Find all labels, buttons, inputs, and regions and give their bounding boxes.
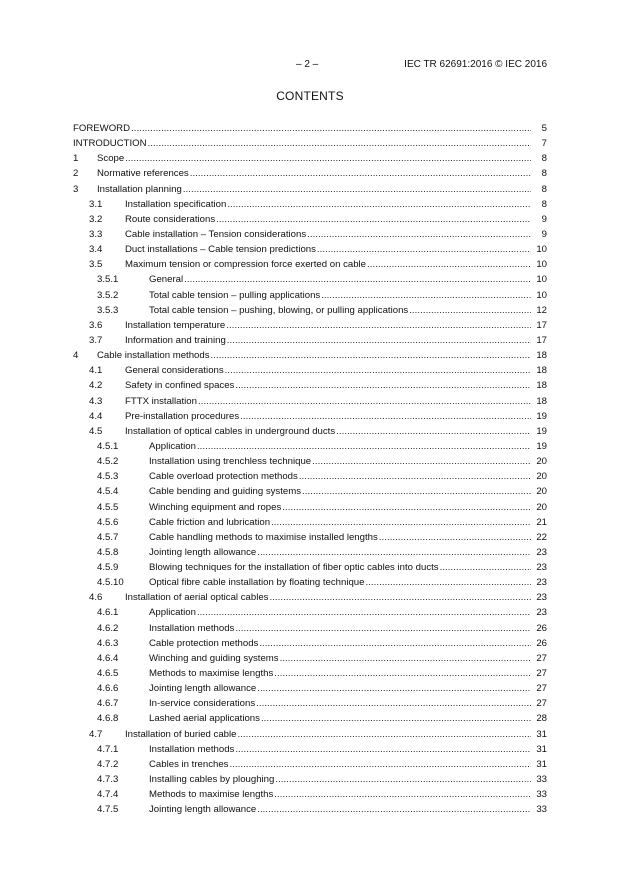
dot-leader: [211, 348, 546, 363]
toc-entry[interactable]: [0, 681, 620, 696]
toc-entry-number: 4.5.5: [97, 501, 119, 513]
toc-entry[interactable]: [0, 348, 620, 363]
toc-entry[interactable]: [0, 454, 620, 469]
toc-entry-title: Jointing length allowance: [149, 546, 257, 558]
dot-leader: [256, 696, 546, 711]
dot-leader: [190, 166, 546, 181]
toc-entry-title: Methods to maximise lengths: [149, 668, 274, 680]
dot-leader: [225, 363, 546, 378]
toc-entry-page: 31: [531, 727, 547, 742]
toc-entry-page: 19: [531, 409, 547, 424]
toc-entry-number: 4.6.7: [97, 698, 119, 710]
toc-entry-number: 4.1: [89, 365, 103, 377]
toc-entry-title: Methods to maximise lengths: [149, 789, 274, 801]
toc-entry-number: 4.6.4: [97, 652, 119, 664]
toc-entry[interactable]: [0, 590, 620, 605]
toc-entry-page: 33: [531, 802, 547, 817]
toc-entry-page: 27: [531, 651, 547, 666]
toc-entry-page: 10: [531, 242, 547, 257]
dot-leader: [274, 787, 546, 802]
dot-leader: [198, 394, 546, 409]
dot-leader: [240, 409, 546, 424]
dot-leader: [365, 575, 546, 590]
toc-entry-page: 10: [531, 272, 547, 287]
toc-entry-number: 4.5.10: [97, 577, 124, 589]
toc-entry-number: 4.7.1: [97, 743, 119, 755]
dot-leader: [275, 772, 546, 787]
toc-entry-page: 5: [531, 121, 547, 136]
dot-leader: [235, 742, 546, 757]
toc-entry-title: Installation methods: [149, 622, 235, 634]
toc-entry-page: 7: [531, 136, 547, 151]
toc-entry-title: Installation of buried cable: [125, 728, 237, 740]
toc-entry-number: 3.5.1: [97, 274, 119, 286]
toc-entry[interactable]: [0, 409, 620, 424]
toc-entry-title: Jointing length allowance: [149, 683, 257, 695]
toc-entry-title: Normative references: [97, 168, 189, 180]
toc-entry-title: General considerations: [125, 365, 224, 377]
dot-leader: [280, 651, 546, 666]
toc-entry-title: Installation methods: [149, 743, 235, 755]
toc-entry[interactable]: [0, 469, 620, 484]
toc-entry[interactable]: [0, 711, 620, 726]
toc-entry[interactable]: [0, 439, 620, 454]
toc-entry-page: 10: [531, 257, 547, 272]
dot-leader: [271, 515, 546, 530]
toc-entry[interactable]: [0, 197, 620, 212]
toc-entry-page: 23: [531, 590, 547, 605]
toc-entry[interactable]: [0, 318, 620, 333]
toc-entry[interactable]: [0, 757, 620, 772]
toc-entry-page: 23: [531, 560, 547, 575]
toc-entry[interactable]: [0, 621, 620, 636]
toc-entry-page: 8: [531, 151, 547, 166]
toc-entry-page: 19: [531, 424, 547, 439]
toc-entry-title: Cable protection methods: [149, 637, 259, 649]
toc-entry-number: 4.4: [89, 410, 103, 422]
toc-entry[interactable]: [0, 560, 620, 575]
toc-entry[interactable]: [0, 182, 620, 197]
toc-entry-page: 12: [531, 303, 547, 318]
toc-entry[interactable]: [0, 424, 620, 439]
toc-entry-number: 4.6.5: [97, 668, 119, 680]
toc-entry-number: 3: [73, 183, 79, 195]
toc-entry-page: 23: [531, 575, 547, 590]
toc-entry-page: 26: [531, 636, 547, 651]
toc-entry-page: 9: [531, 227, 547, 242]
toc-entry-number: 4.6.2: [97, 622, 119, 634]
toc-entry-title: Information and training: [125, 334, 226, 346]
toc-entry[interactable]: [0, 333, 620, 348]
toc-entry[interactable]: [0, 727, 620, 742]
toc-entry-number: 1: [73, 153, 79, 165]
toc-entry-title: Installing cables by ploughing: [149, 774, 275, 786]
toc-entry-title: Installation specification: [125, 198, 227, 210]
toc-entry[interactable]: [0, 484, 620, 499]
dot-leader: [226, 318, 546, 333]
toc-entry-title: Duct installations – Cable tension predictions: [125, 244, 316, 256]
toc-entry-title: Winching and guiding systems: [149, 652, 279, 664]
toc-entry-title: Cable installation methods: [97, 350, 210, 362]
dot-leader: [227, 197, 546, 212]
toc-entry[interactable]: [0, 151, 620, 166]
toc-entry-title: Winching equipment and ropes: [149, 501, 282, 513]
toc-entry-title: Optical fibre cable installation by floating technique: [149, 577, 365, 589]
toc-entry-number: 4.5.1: [97, 440, 119, 452]
contents-title: CONTENTS: [276, 89, 344, 103]
toc-entry-page: 8: [531, 166, 547, 181]
toc-entry-number: 4.7.3: [97, 774, 119, 786]
toc-entry[interactable]: [0, 288, 620, 303]
toc-entry-page: 19: [531, 439, 547, 454]
toc-entry-number: 4.7: [89, 728, 103, 740]
toc-entry-number: 3.5.3: [97, 304, 119, 316]
dot-leader: [259, 636, 546, 651]
toc-entry-page: 10: [531, 288, 547, 303]
toc-entry-title: Cable installation – Tension considerations: [125, 228, 307, 240]
toc-entry-number: 3.6: [89, 319, 103, 331]
toc-entry-title: Safety in confined spaces: [125, 380, 235, 392]
toc-entry-number: 4.6.1: [97, 607, 119, 619]
toc-entry-page: 20: [531, 469, 547, 484]
toc-entry-title: INTRODUCTION: [73, 138, 147, 150]
toc-entry[interactable]: [0, 545, 620, 560]
toc-entry-page: 28: [531, 711, 547, 726]
toc-entry[interactable]: [0, 136, 620, 151]
dot-leader: [274, 666, 546, 681]
toc-entry[interactable]: [0, 605, 620, 620]
toc-entry-title: Blowing techniques for the installation of fiber optic cables into ducts: [149, 562, 439, 574]
toc-entry[interactable]: [0, 666, 620, 681]
dot-leader: [409, 303, 546, 318]
toc-entry-title: Installation planning: [97, 183, 182, 195]
dot-leader: [216, 212, 546, 227]
toc-entry-number: 4.2: [89, 380, 103, 392]
dot-leader: [321, 288, 546, 303]
toc-entry-page: 27: [531, 681, 547, 696]
toc-entry[interactable]: [0, 257, 620, 272]
dot-leader: [257, 802, 546, 817]
toc-entry-number: 3.4: [89, 244, 103, 256]
toc-entry-page: 18: [531, 394, 547, 409]
toc-entry-number: 3.2: [89, 213, 103, 225]
dot-leader: [131, 121, 546, 136]
toc-entry[interactable]: [0, 802, 620, 817]
toc-entry[interactable]: [0, 742, 620, 757]
toc-entry-title: Route considerations: [125, 213, 216, 225]
dot-leader: [148, 136, 546, 151]
toc-entry-page: 26: [531, 621, 547, 636]
toc-entry-title: Cable overload protection methods: [149, 471, 298, 483]
toc-entry[interactable]: [0, 227, 620, 242]
toc-entry-page: 20: [531, 484, 547, 499]
toc-entry-page: 33: [531, 772, 547, 787]
toc-entry-number: 4.5: [89, 425, 103, 437]
dot-leader: [269, 590, 546, 605]
toc-entry-page: 8: [531, 182, 547, 197]
toc-entry-page: 17: [531, 318, 547, 333]
toc-entry-number: 3.1: [89, 198, 103, 210]
dot-leader: [257, 681, 546, 696]
toc-entry-title: Pre-installation procedures: [125, 410, 240, 422]
toc-entry-page: 23: [531, 605, 547, 620]
dot-leader: [125, 151, 546, 166]
toc-entry-page: 33: [531, 787, 547, 802]
toc-entry-page: 18: [531, 363, 547, 378]
toc-entry-title: Installation of aerial optical cables: [125, 592, 269, 604]
dot-leader: [227, 333, 546, 348]
dot-leader: [261, 711, 546, 726]
toc-entry[interactable]: [0, 166, 620, 181]
toc-entry-title: Total cable tension – pushing, blowing, or pulling applications: [149, 304, 409, 316]
dot-leader: [299, 469, 546, 484]
toc-entry[interactable]: [0, 378, 620, 393]
toc-entry-page: 27: [531, 696, 547, 711]
toc-entry[interactable]: [0, 787, 620, 802]
dot-leader: [229, 757, 546, 772]
toc-entry-page: 18: [531, 378, 547, 393]
toc-entry-title: FOREWORD: [73, 123, 131, 134]
toc-entry-number: 3.5.2: [97, 289, 119, 301]
toc-entry-number: 4.6.8: [97, 713, 119, 725]
toc-entry[interactable]: [0, 272, 620, 287]
dot-leader: [307, 227, 546, 242]
toc-entry[interactable]: [0, 575, 620, 590]
dot-leader: [183, 182, 546, 197]
toc-entry-number: 4.5.6: [97, 516, 119, 528]
toc-entry-page: 20: [531, 454, 547, 469]
dot-leader: [336, 424, 546, 439]
toc-entry-title: Cable handling methods to maximise installed lengths: [149, 531, 378, 543]
toc-entry-page: 23: [531, 545, 547, 560]
toc-entry-number: 3.5: [89, 259, 103, 271]
toc-entry[interactable]: [0, 772, 620, 787]
toc-entry-number: 2: [73, 168, 79, 180]
toc-entry-page: 9: [531, 212, 547, 227]
toc-entry-page: 8: [531, 197, 547, 212]
toc-entry-title: Scope: [97, 153, 125, 165]
toc-entry-page: 31: [531, 742, 547, 757]
toc-entry-page: 20: [531, 500, 547, 515]
toc-entry-title: Installation of optical cables in underground ducts: [125, 425, 336, 437]
toc-entry[interactable]: [0, 500, 620, 515]
toc-entry[interactable]: [0, 515, 620, 530]
toc-entry-title: Application: [149, 607, 196, 619]
dot-leader: [235, 378, 546, 393]
toc-entry-number: 4.6.6: [97, 683, 119, 695]
toc-entry[interactable]: [0, 651, 620, 666]
toc-entry[interactable]: [0, 121, 620, 136]
dot-leader: [367, 257, 546, 272]
toc-entry-number: 4.6: [89, 592, 103, 604]
toc-entry-title: Total cable tension – pulling applications: [149, 289, 321, 301]
dot-leader: [184, 272, 546, 287]
toc-entry-page: 31: [531, 757, 547, 772]
toc-entry-number: 4.5.2: [97, 456, 119, 468]
toc-entry-number: 4.5.8: [97, 546, 119, 558]
toc-entry-page: 18: [531, 348, 547, 363]
toc-entry-number: 4.7.2: [97, 758, 119, 770]
toc-entry-number: 4.7.4: [97, 789, 119, 801]
toc-entry-number: 4.6.3: [97, 637, 119, 649]
toc-entry[interactable]: [0, 636, 620, 651]
toc-entry-title: Maximum tension or compression force exerted on cable: [125, 259, 367, 271]
toc-entry[interactable]: [0, 530, 620, 545]
toc-entry-title: Cables in trenches: [149, 758, 229, 770]
toc-entry[interactable]: [0, 303, 620, 318]
dot-leader: [312, 454, 546, 469]
dot-leader: [282, 500, 546, 515]
toc-entry[interactable]: [0, 242, 620, 257]
toc-entry-number: 4.7.5: [97, 804, 119, 816]
dot-leader: [237, 727, 546, 742]
document-reference: IEC TR 62691:2016 © IEC 2016: [404, 59, 547, 70]
dot-leader: [235, 621, 546, 636]
toc-entry-page: 21: [531, 515, 547, 530]
toc-entry-title: Cable friction and lubrication: [149, 516, 271, 528]
toc-entry[interactable]: [0, 363, 620, 378]
dot-leader: [302, 484, 546, 499]
toc-entry-title: Installation using trenchless technique: [149, 456, 312, 468]
dot-leader: [317, 242, 546, 257]
toc-entry-number: 3.7: [89, 334, 103, 346]
toc-entry-number: 4.5.3: [97, 471, 119, 483]
toc-entry-title: General: [149, 274, 184, 286]
toc-entry-number: 4.3: [89, 395, 103, 407]
toc-entry-number: 4: [73, 350, 79, 362]
toc-entry[interactable]: [0, 394, 620, 409]
dot-leader: [257, 545, 546, 560]
toc-entry[interactable]: [0, 696, 620, 711]
toc-entry-number: 4.5.4: [97, 486, 119, 498]
toc-entry-number: 4.5.7: [97, 531, 119, 543]
dot-leader: [379, 530, 546, 545]
toc-entry-title: Jointing length allowance: [149, 804, 257, 816]
dot-leader: [197, 439, 546, 454]
toc-entry[interactable]: [0, 212, 620, 227]
page-header: [0, 59, 620, 73]
toc-entry-title: Installation temperature: [125, 319, 226, 331]
dot-leader: [197, 605, 546, 620]
toc-entry-number: 4.5.9: [97, 562, 119, 574]
toc-entry-page: 22: [531, 530, 547, 545]
toc-entry-title: Application: [149, 440, 196, 452]
toc-entry-title: FTTX installation: [125, 395, 197, 407]
toc-entry-number: 3.3: [89, 228, 103, 240]
page-number: – 2 –: [296, 59, 319, 70]
toc-entry-title: Lashed aerial applications: [149, 713, 260, 725]
toc-entry-title: Cable bending and guiding systems: [149, 486, 302, 498]
toc-entry-page: 17: [531, 333, 547, 348]
toc-entry-page: 27: [531, 666, 547, 681]
toc-entry-title: In-service considerations: [149, 698, 256, 710]
